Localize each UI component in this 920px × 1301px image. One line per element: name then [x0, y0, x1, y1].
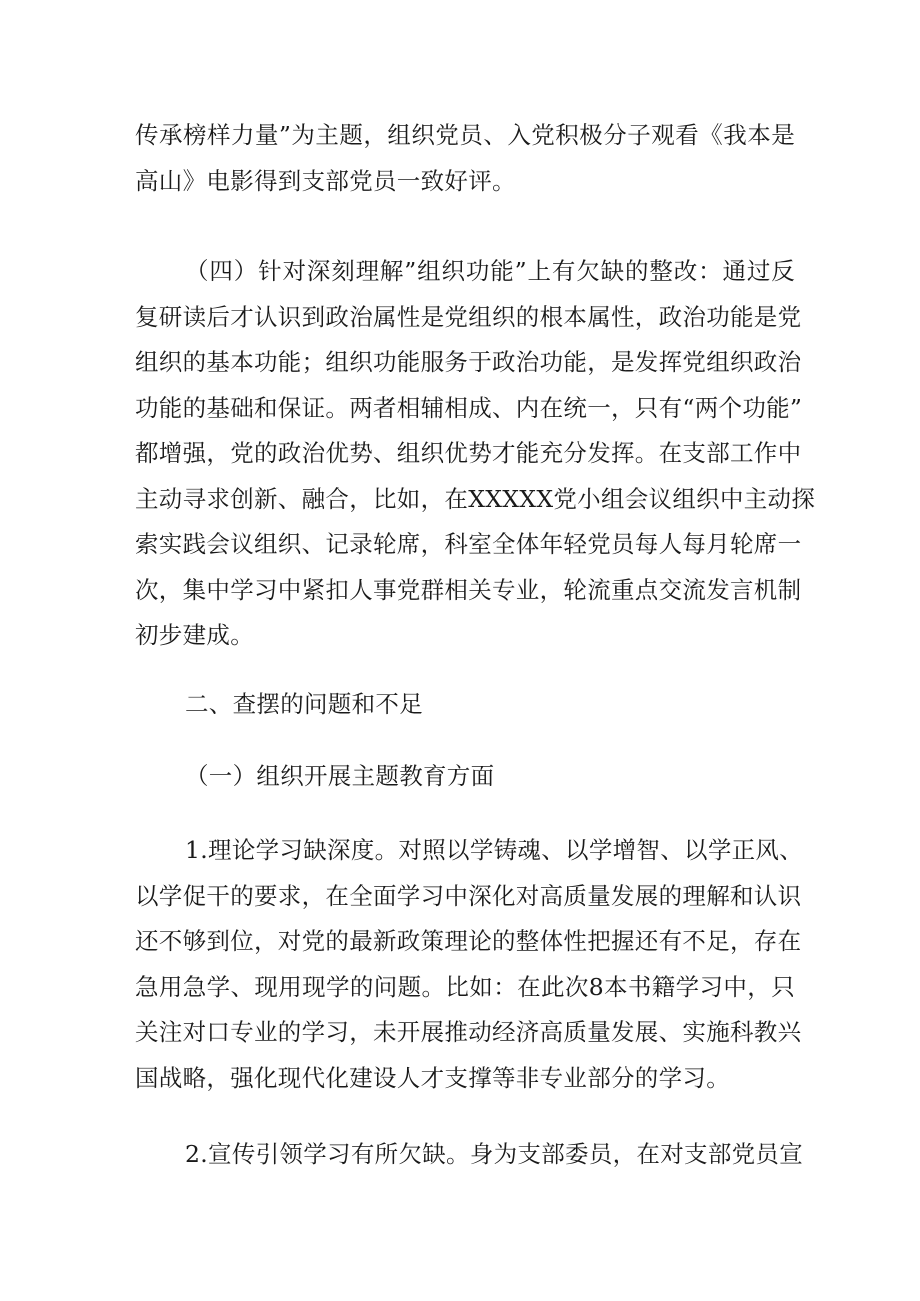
text-line: 高山》电影得到支部党员一致好评。	[135, 166, 516, 195]
text-line: 索实践会议组织、记录轮席，科室全体年轻党员每人每月轮席一	[135, 530, 802, 558]
text-line: 功能的基础和保证。两者相辅相成、内在统一，只有“两个功能”	[135, 393, 803, 422]
text-line: （四）针对深刻理解”组织功能”上有欠缺的整改：通过反	[185, 257, 795, 285]
text-line: 国战略，强化现代化建设人才支撑等非专业部分的学习。	[135, 1063, 730, 1092]
heading-text: 二、查摆的问题和不足	[185, 690, 423, 718]
text-line: 以学促干的要求，在全面学习中深化对高质量发展的理解和认识	[135, 881, 802, 910]
paragraph-item-one	[135, 828, 804, 1101]
text-line: 急用急学、现用现学的问题。比如：在此次8本书籍学习中，只	[135, 972, 795, 1001]
paragraph-continuation	[135, 113, 795, 204]
text-line: 2.宣传引领学习有所欠缺。身为支部委员，在对支部党员宣	[185, 1140, 804, 1168]
text-line: 还不够到位，对党的最新政策理论的整体性把握还有不足，存在	[135, 927, 802, 955]
text-line: 关注对口专业的学习，未开展推动经济高质量发展、实施科教兴	[135, 1018, 802, 1046]
text-line: 组织的基本功能；组织功能服务于政治功能，是发挥党组织政治	[135, 348, 802, 376]
text-line: 次，集中学习中紧扣人事党群相关专业，轮流重点交流发言机制	[135, 575, 802, 604]
subsection-heading	[135, 754, 795, 800]
paragraph-section-four	[135, 249, 816, 659]
paragraph-item-two	[135, 1132, 804, 1178]
heading-text: （一）组织开展主题教育方面	[185, 762, 495, 790]
text-line: 复研读后才认识到政治属性是党组织的根本属性，政治功能是党	[135, 302, 802, 331]
text-line: 传承榜样力量”为主题，组织党员、入党积极分子观看《我本是	[135, 121, 795, 149]
text-line: 1.理论学习缺深度。对照以学铸魂、以学增智、以学正风、	[185, 836, 804, 864]
section-heading	[135, 682, 795, 728]
text-line: 主动寻求创新、融合，比如，在XXXXX党小组会议组织中主动探	[135, 484, 816, 513]
text-line: 都增强，党的政治优势、组织优势才能充分发挥。在支部工作中	[135, 439, 802, 467]
text-line: 初步建成。	[135, 621, 254, 649]
